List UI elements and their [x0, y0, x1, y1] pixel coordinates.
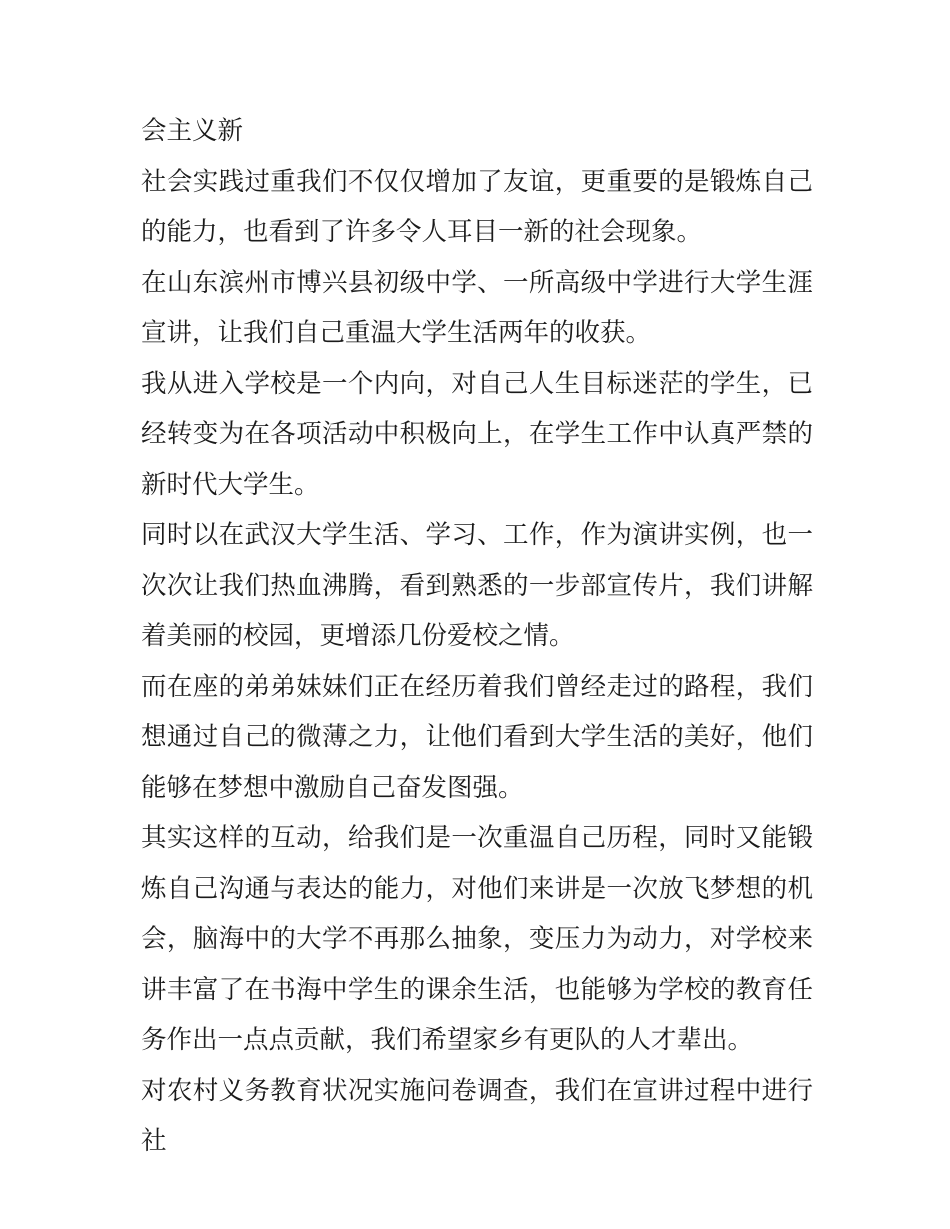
document-body — [141, 106, 813, 1167]
paragraph-7: 其实这样的互动，给我们是一次重温自己历程，同时又能锻炼自己沟通与表达的能力，对他们来讲是一次放飞梦想的机会，脑海中的大学不再那么抽象，变压力为动力，对学校来讲丰富了在书海中学生的课余生活，也能够为学校的教育任务作出一点点贡献，我们希望家乡有更队的人才辈出。 — [141, 823, 813, 1055]
paragraph-3: 在山东滨州市博兴县初级中学、一所高级中学进行大学生涯宣讲，让我们自己重温大学生活两年的收获。 — [141, 267, 813, 348]
paragraph-8: 对农村义务教育状况实施问卷调查，我们在宣讲过程中进行社 — [141, 1075, 813, 1156]
paragraph-6: 而在座的弟弟妹妹们正在经历着我们曾经走过的路程，我们想通过自己的微薄之力，让他们看到大学生活的美好，他们能够在梦想中激励自己奋发图强。 — [141, 671, 813, 803]
paragraph-4: 我从进入学校是一个内向，对自己人生目标迷茫的学生，已经转变为在各项活动中积极向上，在学生工作中认真严禁的新时代大学生。 — [141, 368, 813, 500]
paragraph-1: 会主义新 — [141, 116, 244, 146]
paragraph-2: 社会实践过重我们不仅仅增加了友谊，更重要的是锻炼自己的能力，也看到了许多令人耳目一新的社会现象。 — [141, 166, 813, 247]
paragraph-5: 同时以在武汉大学生活、学习、工作，作为演讲实例，也一次次让我们热血沸腾，看到熟悉的一步部宣传片，我们讲解着美丽的校园，更增添几份爱校之情。 — [141, 520, 813, 651]
